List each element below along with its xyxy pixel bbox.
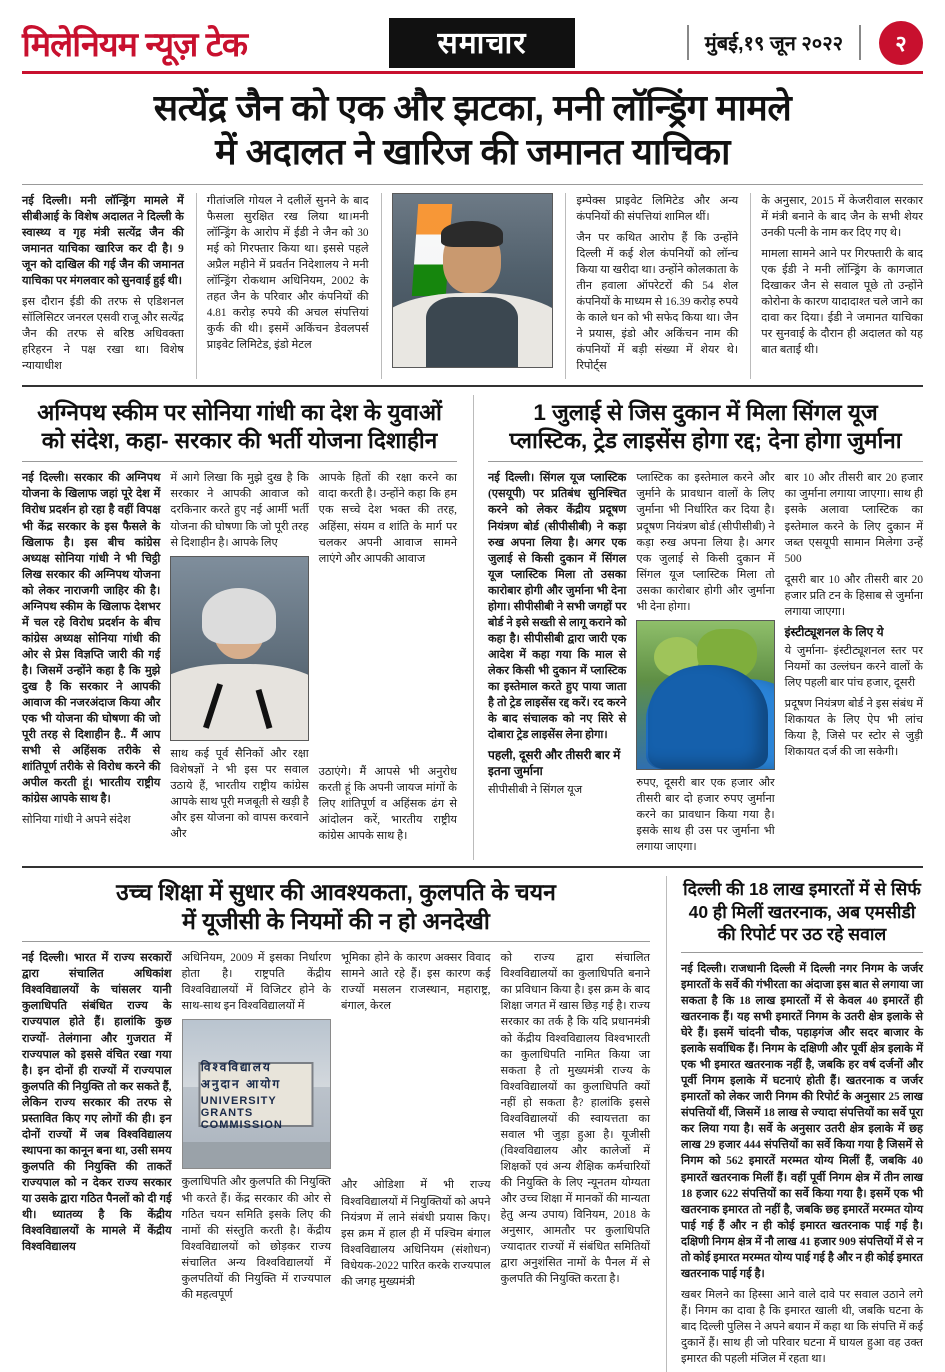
ugc-column-1 (22, 950, 172, 1307)
paragraph: प्रदूषण नियंत्रण बोर्ड ने इस संबंध में शिकायत के लिए ऐप भी लांच किया है, जिसे पर स्टोर से जुड़ी शिकायत दर्ज की जा सकेगी। (784, 698, 923, 759)
photo-hair (202, 588, 276, 644)
photo-vest (426, 297, 518, 367)
divider (22, 941, 650, 942)
lead-paragraph: नई दिल्ली। भारत में राज्य सरकारों द्वारा संचालित अधिकांश विश्वविद्यालयों के चांसलर यानी कुलाधिपति संबंधित राज्य के राज्यपाल होते हैं। हालांकि कुछ राज्यों- तेलंगाना और गुजरात में राज्यपाल को इससे वंचित रखा गया है। इन दोनों ही राज्यों में राज्यपाल कुलपति की नियुक्ति तो कर सकते हैं, लेकिन राज्य सरकार की तरफ से प्रस्तावित किए गए लोगों की ही। इन दोनों राज्यों में जब विश्वविद्यालय स्थापना का कानून बना था, उसी समय कुलपति की नियुक्ति की ताकतें राज्यपाल को न देकर राज्य सरकार या उसके द्वारा गठित पैनलों को दी गई थी। ध्यातव्य है कि केंद्रीय विश्वविद्यालयों के मामले में केंद्रीय विश्वविद्यालय (22, 952, 172, 1253)
paragraph: सीपीसीबी ने सिंगल यूज (488, 784, 583, 797)
story-ugc (22, 876, 650, 1372)
divider (488, 461, 923, 462)
section-title: समाचार (389, 18, 574, 68)
page-number-badge: २ (879, 21, 923, 65)
ugc-headline (22, 878, 650, 936)
paragraph: बार 10 और तीसरी बार 20 हजार का जुर्माना लगाया जाएगा। साथ ही इसके अलावा प्लास्टिक का इस्तेमाल करने के लिए दुकान में जब्त एसयूपी सामान मिलेगा उन्हें 500 (784, 472, 923, 565)
ugc-signboard-hindi: विश्वविद्यालय अनुदान आयोग (200, 1059, 282, 1091)
bottom-band (22, 876, 923, 1372)
paragraph: खबर मिलने का हिस्सा आने वाले दावे पर सवाल उठाने लगे हैं। निगम का दावा है कि इमारत खाली थी, जबकि घटना के बाद दिल्ली पुलिस ने अपने बयान में कहा था कि संपत्ति में कई दुकानें हैं। साथ ही जो परिवार घटना में घायल हुआ वह उक्त इमारत की पहली मंजिल में रहता था। (681, 1288, 923, 1365)
paragraph: भूमिका होने के कारण अक्सर विवाद सामने आते रहे हैं। इस कारण कई राज्यों मसलन राजस्थान, महाराष्ट्र, बंगाल, केरल (341, 952, 491, 1013)
ugc-headline-line2: में यूजीसी के नियमों की न हो अनदेखी (182, 907, 490, 934)
sonia-headline (22, 399, 457, 455)
plastic-subhead-1: पहली, दूसरी और तीसरी बार में इतना जुर्माना (488, 747, 621, 778)
story-sonia (22, 395, 457, 860)
paragraph: इम्पेक्स प्राइवेट लिमिटेड और अन्य कंपनियों की संपत्तियां शामिल थीं। (576, 194, 739, 223)
paragraph: को राज्य द्वारा संचालित विश्वविद्यालयों का कुलाधिपति बनाने का प्रविधान किया है। इस क्रम के बाद शिक्षा जगत में खास छिड़ गई है। राज्य सरकार का तर्क है कि यदि प्रधानमंत्री को केंद्रीय विश्वविद्यालय विश्वभारती का कुलाधिपति नामित किया जा सकता है तो मुख्यमंत्री राज्य के विश्वविद्यालयों का कुलाधिपति क्यों नहीं हो सकता है? हालांकि इससे विश्वविद्यालयों की स्वायत्तता का सवाल भी जुड़ा हुआ है। यूजीसी (विश्वविद्यालय और कालेजों में शिक्षकों एवं अन्य शैक्षिक कर्मचारियों की नियुक्ति के लिए न्यूनतम योग्यता और उच्च शिक्षा में मानकों की मान्यता हेतु अन्य उपाय) विनियम, 2018 के अनुसार, आमतौर पर कुलाधिपति ज्यादातर राज्यों में संबंधित समितियों द्वारा अनुशंसित नामों के पैनल में से कुलपति की नियुक्ति करता है। (500, 952, 650, 1285)
ugc-signboard-english: UNIVERSITY GRANTS COMMISSION (200, 1094, 283, 1131)
lead-column-3 (381, 193, 554, 379)
divider (22, 385, 923, 387)
ugc-building-photo (182, 1019, 332, 1169)
ugc-headline-line1: उच्च शिक्षा में सुधार की आवश्यकता, कुलपति के चयन (116, 878, 556, 905)
sonia-column-2 (170, 470, 308, 848)
sonia-columns (22, 470, 457, 848)
photo-spacer (341, 1019, 491, 1177)
ugc-column-2 (182, 950, 332, 1307)
divider (22, 866, 923, 868)
paragraph: आपके हितों की रक्षा करने का वादा करती है। उन्होंने कहा कि हम एक सच्चे देश भक्त की तरह, अहिंसा, संयम व शांति के मार्ग पर चलकर अपनी आवाज सामने लाएंगे और आपकी आवाज (318, 472, 457, 565)
mcd-headline-line2: 40 ही मिलीं खतरनाक, अब एमसीडी (688, 901, 916, 922)
divider (22, 461, 457, 462)
lead-column-1 (22, 193, 184, 379)
section-banner (352, 18, 612, 67)
sonia-headline-line1: अग्निपथ स्कीम पर सोनिया गांधी का देश के युवाओं (37, 400, 442, 426)
plastic-bags-photo (636, 620, 774, 770)
lead-headline (28, 86, 917, 174)
paragraph: गीतांजलि गोयल ने दलीलें सुनने के बाद फैसला सुरक्षित रख लिया था।मनी लॉन्ड्रिंग के आरोप में ईडी ने जैन को 30 मई को गिरफ्तार किया था। इससे पहले अप्रैल महीने में प्रवर्तन निदेशालय ने मनी लॉन्ड्रिंग रोकथाम अधिनियम, 2002 के तहत जैन के परिवार और कंपनियों की 4.81 करोड़ रुपये की अचल संपत्तियां कुर्क की थी। इसमें अकिंचन डेवलपर्स प्राइवेट लिमिटेड, इंडो मेटल (206, 194, 369, 352)
paragraph: मामला सामने आने पर गिरफ्तारी के बाद एक ईडी ने मनी लॉन्ड्रिंग के कागजात दिखाकर जैन से सवाल पूछे तो उन्होंने कोरोना के कारण यादादाश्त चले जाने का दावा कर दिया। ईडी ने जमानत याचिका पर सुनवाई के दौरान ही अदालत को यह बात बताई थी। (761, 247, 923, 357)
story-plastic (473, 395, 923, 860)
plastic-columns (488, 470, 923, 859)
lead-column-4 (565, 193, 738, 379)
plastic-headline (488, 399, 923, 455)
paragraph: के अनुसार, 2015 में केजरीवाल सरकार में मंत्री बनाने के बाद जैन के सभी शेयर उनकी पत्नी के नाम कर दिए गए थे। (761, 194, 923, 239)
paragraph: ये जुर्माना- इंस्टीट्यूशनल स्तर पर नियमों का उल्लंघन करने वालों के लिए पहली बार पांच हजार, दूसरी (784, 645, 923, 690)
paragraph: इस दौरान ईडी की तरफ से एडिशनल सॉलिसिटर जनरल एसवी राजू और सत्येंद्र जैन की तरफ से बरिष्ठ अधिवक्ता हरिहरन ने पक्ष रखा था। विशेष न्यायाधीश (22, 296, 184, 373)
paragraph: अधिनियम, 2009 में इसका निर्धारण होता है। राष्ट्रपति केंद्रीय विश्वविद्यालयों में विजिटर होने के साथ-साथ इन विश्वविद्यालयों में (181, 952, 331, 1013)
plastic-column-2 (636, 470, 774, 859)
masthead-right (612, 18, 923, 67)
ugc-signboard (199, 1059, 314, 1131)
photo-ground (183, 1142, 331, 1169)
divider (681, 952, 923, 953)
story-mcd (666, 876, 923, 1372)
paragraph: दूसरी बार 10 और तीसरी बार 20 हजार प्रति टन के हिसाब से जुर्माना लगाया जाएगा। (784, 573, 923, 618)
mcd-headline (681, 878, 923, 946)
lead-column-5 (750, 193, 923, 379)
newspaper-logo: मिलेनियम न्यूज़ टेक (22, 25, 248, 64)
sonia-column-3 (319, 470, 457, 848)
paragraph: प्लास्टिक का इस्तेमाल करने और जुर्माने के प्रावधान वालों के लिए जुर्माना भी निर्धारित कर दिया है। प्रदूषण नियंत्रण बोर्ड (सीपीसीबी) ने कड़ा रुख अपना लिया है। अगर एक जुलाई से किसी दुकान में सिंगल यूज प्लास्टिक मिला तो उसका कारोबार होगी और जुर्माना भी देना होगा। (636, 472, 775, 613)
paragraph: और ओडिशा में भी राज्य विश्वविद्यालयों में नियुक्तियों को अपने नियंत्रण में लाने संबंधी प्रयास किए। इस क्रम में हाल ही में पश्चिम बंगाल विश्वविद्यालय अधिनियम (संशोधन) विधेयक-2022 पारित करके राज्यपाल की जगह मुख्यमंत्री (341, 1179, 491, 1288)
plastic-column-1 (488, 470, 626, 859)
ugc-column-4 (501, 950, 651, 1307)
paragraph: उठाएंगे। मैं आपसे भी अनुरोध करती हूं कि अपनी जायज मांगों के लिए शांतिपूर्ण व अहिंसक ढंग से आंदोलन करें, भारतीय राष्ट्रीय कांग्रेस आपके साथ है। (318, 765, 457, 842)
paragraph: में आगे लिखा कि मुझे दुख है कि सरकार ने आपकी आवाज को दरकिनार करते हुए नई आर्मी भर्ती योजना की घोषणा कि जो पूरी तरह से दिशाहीन है। आपके लिए (170, 472, 309, 549)
mcd-headline-line1: दिल्ली की 18 लाख इमारतों में से सिर्फ (683, 878, 921, 899)
lead-paragraph: नई दिल्ली। मनी लॉन्ड्रिंग मामले में सीबीआई के विशेष अदालत ने दिल्ली के स्वास्थ्य व गृह मंत्री सत्येंद्र जैन की जमानत याचिका खारिज कर दी है। 9 जून को दाखिल की गई जैन की जमानत याचिका पर मंगलवार को सुनवाई हुई थी। (22, 194, 184, 287)
sonia-gandhi-photo (170, 556, 308, 741)
ugc-columns (22, 950, 650, 1307)
masthead (22, 18, 923, 74)
paragraph: जैन पर कथित आरोप हैं कि उन्होंने दिल्ली में कई शेल कंपनियों को लॉन्च किया या खरीदा था। उन्होंने कोलकाता के तीन हवाला ऑपरेटरों की 54 शेल कंपनियों के माध्यम से 16.39 करोड़ रुपये के काले धन को भी सफेद किया था। जैन ने प्रयास, इंडो और अकिंचन नाम की कंपनियों में बड़ी संख्या में शेयर थे। रिपोर्ट्स (576, 231, 739, 373)
plastic-column-3 (785, 470, 923, 859)
lead-story (22, 193, 923, 379)
photo-hair (441, 221, 503, 247)
mid-band (22, 395, 923, 860)
mcd-headline-line3: की रिपोर्ट पर उठ रहे सवाल (717, 924, 887, 945)
lead-paragraph: नई दिल्ली। सरकार की अग्निपथ योजना के खिलाफ जहां पूरे देश में विरोध प्रदर्शन हो रहा है वहीं विपक्ष भी केंद्र सरकार के इस फैसले के खिलाफ है। इस बीच कांग्रेस अध्यक्ष सोनिया गांधी ने भी चिट्ठी लिख सरकार की अग्निपथ योजना को लेकर नाराजगी जाहिर की है।अग्निपथ स्कीम के खिलाफ देशभर में चल रहे विरोध प्रदर्शन के बीच कांग्रेस अध्यक्ष सोनिया गांधी की ओर से प्रेस विज्ञप्ति जारी की गई है। जिसमें उन्होंने कहा है कि मुझे दुख है कि सरकार ने आपकी आवाज की नजरअंदाज किया और एक भी योजना की घोषणा की जो पूरी तरह से दिशाहीन है.. मैं आप सभी से अहिंसक तरीके से शांतिपूर्ण तरीके से विरोध करने की अपील करती हूं। भारतीय राष्ट्रीय कांग्रेस आपके साथ है। (22, 472, 161, 806)
plastic-headline-line2: प्लास्टिक, ट्रेड लाइसेंस होगा रद्द; देना होगा जुर्माना (509, 428, 902, 454)
photo-spacer (319, 572, 457, 764)
ugc-column-3 (341, 950, 491, 1307)
lead-paragraph: नई दिल्ली। राजधानी दिल्ली में दिल्ली नगर निगम के जर्जर इमारतों के सर्वे की गंभीरता का अंदाजा इस बात से लगाया जा सकता है कि 18 लाख इमारतों में से केवल 40 इमारतें ही खतरनाक हैं। यह सभी इमारतें निगम के उतरी क्षेत्र इलाके से घेरे हैं। इसमें चांदनी चौक, पहाड़गंज और सदर बाजार के इलाके सर्वाधिक हैं। निगम के दक्षिणी और पूर्वी क्षेत्र इलाके में एक भी इमारत खतरनाक नहीं है, जबकि हर वर्ष दर्जनों और पूर्वी निगम इलाके में घटनाएं होती हैं। खतरनाक व जर्जर इमारतों को लेकर जारी निगम की रिपोर्ट के अनुसार 25 लाख संपत्तियों थीं, जिसमें 18 लाख से ज्यादा संपत्तियों का सर्वे पूरा कर लिया गया है। सर्वे के अनुसार उतरी क्षेत्र इलाके में छह लाख 29 हजार 444 संपत्तियों का सर्वे किया गया है जिसमें से निगम को 562 इमारतें मरम्मत योग्य मिलीं हैं, जबकि 40 इमारतें खतरनाक मिलीं हैं। वहीं पूर्वी निगम क्षेत्र में तीन लाख 18 हजार 622 संपत्तियों का सर्वे किया गया है। इसमें एक भी खतरनाक इमारत तो नहीं है, जबकि छह इमारतें मरम्मत योग्य पाई गई हैं और न ही कोई इमारत खतरनाक पाई गई है। दक्षिणी निगम क्षेत्र में नौ लाख 41 हजार 909 संपत्तियों में से न तो कोई इमारत मरम्मत योग्य पाई गई है और न ही कोई इमारत खतरनाक पाई गई है। (681, 963, 923, 1280)
plastic-bag-shape (648, 665, 768, 769)
satyendra-jain-photo (392, 193, 554, 368)
paragraph: सोनिया गांधी ने अपने संदेश (22, 814, 131, 827)
lead-headline-line1: सत्येंद्र जैन को एक और झटका, मनी लॉन्ड्रिंग मामले (153, 87, 792, 128)
paragraph: साथ कई पूर्व सैनिकों और रक्षा विशेषज्ञों ने भी इस पर सवाल उठाये हैं, भारतीय राष्ट्रीय कांग्रेस आपके साथ पूरी मजबूती से खड़ी है और इस योजना को वापस करवाने और (170, 747, 309, 840)
divider (22, 184, 923, 185)
dateline: मुंबई,१९ जून २०२२ (687, 25, 861, 60)
lead-column-2 (196, 193, 369, 379)
lead-headline-line2: में अदालत ने खारिज की जमानत याचिका (215, 130, 730, 172)
plastic-headline-line1: 1 जुलाई से जिस दुकान में मिला सिंगल यूज (533, 400, 878, 426)
lead-paragraph: नई दिल्ली। सिंगल यूज प्लास्टिक (एसयूपी) पर प्रतिबंध सुनिश्चित करने को लेकर केंद्रीय प्रदूषण नियंत्रण बोर्ड (सीपीसीबी) ने कड़ा रुख अपना लिया है। अगर एक जुलाई से किसी दुकान में सिंगल यूज प्लास्टिक मिला तो उसका कारोबार होगी और जुर्माना भी देना होगा। सीपीसीबी ने सभी जगहों पर बोर्ड ने इसे सख्ती से लागू कराने को कहा है। सीपीसीबी द्वारा जारी एक आदेश में कहा गया कि माल से लेकर किसी भी दुकान में प्लास्टिक का इस्तेमाल करते हुए पाया जाता है तो ट्रेड लाइसेंस रद्द करें। रद करने के बाद संचालक को नए सिरे से दोबारा ट्रेड लाइसेंस लेना होगा। (488, 472, 627, 741)
paragraph: रुपए, दूसरी बार एक हजार और तीसरी बार दो हजार रुपए जुर्माना करने का प्रावधान किया गया है। इसके साथ ही उस पर जुर्माना भी लगाया जाएगा। (636, 776, 775, 853)
sonia-headline-line2: को संदेश, कहा- सरकार की भर्ती योजना दिशाहीन (41, 428, 438, 454)
photo-body (170, 664, 308, 740)
paragraph: कुलाधिपति और कुलपति की नियुक्ति भी करते हैं। केंद्र सरकार की ओर से गठित चयन समिति इसके लिए की नामों की संस्तुति करती है। केंद्रीय विश्वविद्यालयों को छोड़कर राज्य संचालित अन्य विश्वविद्यालयों में कुलपतियों की नियुक्ति में राज्यपाल की महत्वपूर्ण (181, 1176, 331, 1301)
plastic-subhead-2: इंस्टीट्यूशनल के लिए ये (784, 624, 884, 639)
sonia-column-1 (22, 470, 160, 848)
